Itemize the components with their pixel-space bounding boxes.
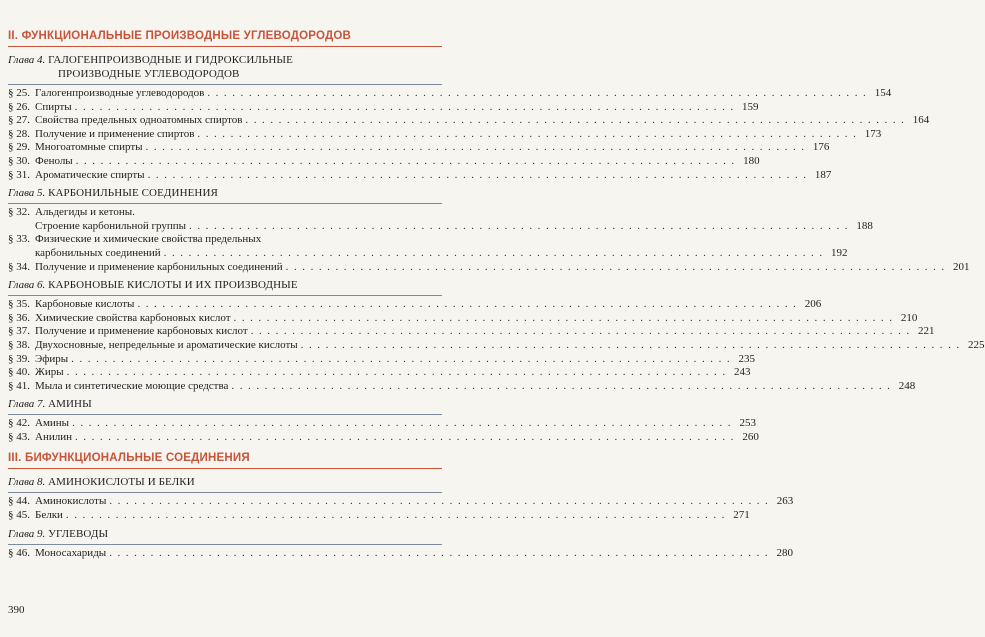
chapter-label: Глава 6. xyxy=(8,279,46,292)
section-page: 154 xyxy=(874,87,892,99)
section-page: 164 xyxy=(912,114,930,127)
dot-leader: . . . . . . . . . . . . . . . . . . . . . . . . . . . . . . . . . . . . . . . . . . . . . . . . . . . . . . . . . . . . . . . . . . . . . . . . . . . . . . . . xyxy=(74,430,735,443)
section-body xyxy=(35,261,970,275)
dot-leader: . . . . . . . . . . . . . . . . . . . . . . . . . . . . . . . . . . . . . . . . . . . . . . . . . . . . . . . . . . . . . . . . . . . . . . . . . . . . . . . . xyxy=(137,298,798,311)
section-page: 187 xyxy=(814,168,832,181)
dot-leader: . . . . . . . . . . . . . . . . . . . . . . . . . . . . . . . . . . . . . . . . . . . . . . . . . . . . . . . . . . . . . . . . . . . . . . . . . . . . . . . . xyxy=(109,546,770,559)
chapter-title: АМИНОКИСЛОТЫ И БЕЛКИ xyxy=(48,476,195,489)
section-number: § 26. xyxy=(8,100,30,113)
section-number: § 46. xyxy=(8,546,30,559)
dot-leader: . . . . . . . . . . . . . . . . . . . . . . . . . . . . . . . . . . . . . . . . . . . . . . . . . . . . . . . . . . . . . . . . . . . . . . . . . . . . . . . . xyxy=(189,219,849,232)
section-number: § 32. xyxy=(8,206,30,219)
section-title: Галогенпроизводные углеводородов xyxy=(35,87,205,99)
section-page: 248 xyxy=(898,379,916,392)
section-page: 243 xyxy=(734,366,751,379)
section-title: Анилин xyxy=(35,430,72,443)
section-body xyxy=(35,169,831,183)
section-page: 225 xyxy=(968,338,985,351)
toc-entry xyxy=(8,127,882,142)
section-number: § 33. xyxy=(8,233,30,246)
section-title: Ароматические спирты xyxy=(35,168,145,181)
section-title: Аминокислоты xyxy=(35,495,107,508)
section-number: § 30. xyxy=(8,154,30,167)
section-body xyxy=(35,206,873,233)
chapter-title: АМИНЫ xyxy=(48,398,92,411)
section-number: § 43. xyxy=(8,430,30,443)
section-page: 221 xyxy=(918,325,935,338)
section-page: 206 xyxy=(804,298,822,311)
section-title: Многоатомные спирты xyxy=(35,141,143,154)
section-title: Получение и применение карбонильных соединений xyxy=(35,260,283,273)
section-number: § 36. xyxy=(8,311,30,324)
dot-leader: . . . . . . . . . . . . . . . . . . . . . . . . . . . . . . . . . . . . . . . . . . . . . . . . . . . . . . . . . . . . . . . . . . . . . . . . . . . . . . . . xyxy=(66,366,727,379)
section-title: Строение карбонильной группы xyxy=(35,219,187,232)
toc-entry xyxy=(8,168,832,183)
part-heading: III. БИФУНКЦИОНАЛЬНЫЕ СОЕДИНЕНИЯ xyxy=(8,452,442,469)
section-title: Получение и применение спиртов xyxy=(35,127,195,140)
section-line xyxy=(35,114,929,128)
dot-leader: . . . . . . . . . . . . . . . . . . . . . . . . . . . . . . . . . . . . . . . . . . . . . . . . . . . . . . . . . . . . . . . . . . . . . . . . . . . . . . . . xyxy=(250,325,911,338)
section-page: 260 xyxy=(742,430,759,443)
chapter-title-line xyxy=(8,397,442,411)
dot-leader: . . . . . . . . . . . . . . . . . . . . . . . . . . . . . . . . . . . . . . . . . . . . . . . . . . . . . . . . . . . . . . . . . . . . . . . . . . . . . . . . xyxy=(72,417,732,430)
chapter-heading xyxy=(8,53,442,81)
section-page: 271 xyxy=(733,509,750,522)
section-page: 210 xyxy=(900,311,918,324)
section-page: 188 xyxy=(856,219,873,232)
section-title: Химические свойства карбоновых кислот xyxy=(35,311,231,324)
chapter-label: Глава 4. xyxy=(8,54,46,66)
toc-entry xyxy=(8,379,916,394)
section-line xyxy=(35,366,751,380)
toc-entry xyxy=(8,495,794,509)
section-line xyxy=(35,417,756,431)
dot-leader: . . . . . . . . . . . . . . . . . . . . . . . . . . . . . . . . . . . . . . . . . . . . . . . . . . . . . . . . . . . . . . . . . . . . . . . . . . . . . . . . xyxy=(65,509,726,522)
section-body xyxy=(35,87,891,101)
chapter-entries xyxy=(8,544,794,561)
section-line xyxy=(35,509,750,523)
section-body xyxy=(35,312,917,326)
toc-entry xyxy=(8,298,822,312)
page-number: 390 xyxy=(8,604,25,616)
section-number: § 25. xyxy=(8,87,30,99)
section-body xyxy=(35,233,848,260)
section-body xyxy=(35,101,759,115)
section-number: § 45. xyxy=(8,509,30,522)
dot-leader: . . . . . . . . . . . . . . . . . . . . . . . . . . . . . . . . . . . . . . . . . . . . . . . . . . . . . . . . . . . . . . . . . . . . . . . . . . . . . . . . xyxy=(245,114,906,127)
section-body xyxy=(35,114,929,128)
chapter-title: КАРБОНИЛЬНЫЕ СОЕДИНЕНИЯ xyxy=(48,187,218,200)
chapter-heading xyxy=(8,475,442,489)
section-line xyxy=(35,431,759,445)
toc-entry xyxy=(8,87,892,101)
section-title: Двухосновные, непредельные и ароматические кислоты xyxy=(35,338,298,351)
toc-entry xyxy=(8,352,756,367)
section-number: § 35. xyxy=(8,298,30,311)
section-number: § 41. xyxy=(8,379,30,392)
chapter-label: Глава 5. xyxy=(8,187,46,200)
section-body xyxy=(35,325,935,339)
section-number: § 28. xyxy=(8,127,30,140)
dot-leader: . . . . . . . . . . . . . . . . . . . . . . . . . . . . . . . . . . . . . . . . . . . . . . . . . . . . . . . . . . . . . . . . . . . . . . . . . . . . . . . . xyxy=(74,100,735,113)
chapter-entries xyxy=(8,84,930,182)
dot-leader: . . . . . . . . . . . . . . . . . . . . . . . . . . . . . . . . . . . . . . . . . . . . . . . . . . . . . . . . . . . . . . . . . . . . . . . . . . . . . . . . xyxy=(207,87,868,99)
section-line xyxy=(35,298,821,312)
chapter-title-line xyxy=(8,186,442,200)
section-page: 235 xyxy=(738,352,756,365)
section-title: Мыла и синтетические моющие средства xyxy=(35,379,229,392)
section-line xyxy=(35,233,848,247)
dot-leader: . . . . . . . . . . . . . . . . . . . . . . . . . . . . . . . . . . . . . . . . . . . . . . . . . . . . . . . . . . . . . . . . . . . . . . . . . . . . . . . . xyxy=(109,495,770,508)
dot-leader: . . . . . . . . . . . . . . . . . . . . . . . . . . . . . . . . . . . . . . . . . . . . . . . . . . . . . . . . . . . . . . . . . . . . . . . . . . . . . . . . xyxy=(71,352,732,365)
section-body xyxy=(35,298,821,312)
section-line xyxy=(35,128,881,142)
section-title: Фенолы xyxy=(35,154,73,167)
dot-leader: . . . . . . . . . . . . . . . . . . . . . . . . . . . . . . . . . . . . . . . . . . . . . . . . . . . . . . . . . . . . . . . . . . . . . . . . . . . . . . . . xyxy=(285,260,946,273)
section-line xyxy=(35,312,917,326)
toc-entry xyxy=(8,430,759,445)
toc-entry xyxy=(8,325,935,339)
section-line xyxy=(35,141,829,155)
toc-entry xyxy=(8,338,985,353)
section-title: Свойства предельных одноатомных спиртов xyxy=(35,114,243,127)
section-page: 201 xyxy=(953,260,970,273)
section-body xyxy=(35,353,755,367)
section-page: 173 xyxy=(864,127,882,140)
section-body xyxy=(35,431,759,445)
section-number: § 37. xyxy=(8,325,30,338)
chapter-label: Глава 9. xyxy=(8,527,46,540)
section-title: карбонильных соединений xyxy=(35,246,161,259)
chapter-title-line: ПРОИЗВОДНЫЕ УГЛЕВОДОРОДОВ xyxy=(58,68,240,80)
toc-entry xyxy=(8,311,918,326)
toc-entry xyxy=(8,233,848,260)
section-line xyxy=(35,87,891,101)
section-page: 280 xyxy=(776,546,794,559)
section-number: § 29. xyxy=(8,141,30,154)
section-line xyxy=(35,261,970,275)
section-number: § 34. xyxy=(8,260,30,273)
chapter-entries xyxy=(8,295,985,393)
section-body xyxy=(35,366,751,380)
toc-entry xyxy=(8,509,750,523)
section-line xyxy=(35,206,873,220)
chapter-title: КАРБОНОВЫЕ КИСЛОТЫ И ИХ ПРОИЗВОДНЫЕ xyxy=(48,279,298,292)
section-number: § 27. xyxy=(8,114,30,127)
section-number: § 44. xyxy=(8,495,30,508)
section-page: 192 xyxy=(831,246,848,259)
chapter-entries xyxy=(8,414,759,444)
section-title: Амины xyxy=(35,417,70,430)
section-title: Получение и применение карбоновых кислот xyxy=(35,325,248,338)
section-line xyxy=(35,101,759,115)
section-title: Жиры xyxy=(35,366,64,379)
section-body xyxy=(35,128,881,142)
chapter-entries xyxy=(8,203,970,274)
section-page: 253 xyxy=(739,417,756,430)
section-title: Эфиры xyxy=(35,352,69,365)
chapter-title-line xyxy=(8,475,442,489)
section-title: Белки xyxy=(35,509,63,522)
section-body xyxy=(35,547,793,561)
section-number: § 38. xyxy=(8,338,30,351)
section-title: Физические и химические свойства предельных xyxy=(35,233,262,246)
section-body xyxy=(35,155,760,169)
section-title: Альдегиды и кетоны. xyxy=(35,206,135,219)
chapter-heading xyxy=(8,527,442,541)
section-line xyxy=(35,547,793,561)
dot-leader: . . . . . . . . . . . . . . . . . . . . . . . . . . . . . . . . . . . . . . . . . . . . . . . . . . . . . . . . . . . . . . . . . . . . . . . . . . . . . . . . xyxy=(197,127,858,140)
chapter-label: Глава 8. xyxy=(8,476,46,489)
dot-leader: . . . . . . . . . . . . . . . . . . . . . . . . . . . . . . . . . . . . . . . . . . . . . . . . . . . . . . . . . . . . . . . . . . . . . . . . . . . . . . . . xyxy=(145,141,806,154)
section-page: 180 xyxy=(743,154,760,167)
chapter-title-line xyxy=(8,53,442,67)
chapter-heading xyxy=(8,397,442,411)
section-line xyxy=(35,155,760,169)
table-of-contents xyxy=(8,30,985,564)
chapter-title-line xyxy=(8,278,442,292)
section-body xyxy=(35,339,985,353)
toc-entry xyxy=(8,206,873,233)
section-body xyxy=(35,380,915,394)
section-number: § 42. xyxy=(8,417,30,430)
chapter-heading xyxy=(8,278,442,292)
chapter-entries xyxy=(8,492,794,522)
section-page: 159 xyxy=(742,100,759,113)
chapter-title: ГАЛОГЕНПРОИЗВОДНЫЕ И ГИДРОКСИЛЬНЫЕ xyxy=(48,54,293,66)
section-number: § 39. xyxy=(8,352,30,365)
section-line xyxy=(35,380,915,394)
section-number: § 40. xyxy=(8,366,30,379)
dot-leader: . . . . . . . . . . . . . . . . . . . . . . . . . . . . . . . . . . . . . . . . . . . . . . . . . . . . . . . . . . . . . . . . . . . . . . . . . . . . . . . . xyxy=(147,168,808,181)
section-body xyxy=(35,495,793,509)
section-body xyxy=(35,417,756,431)
section-title: Моносахариды xyxy=(35,546,107,559)
part-heading: II. ФУНКЦИОНАЛЬНЫЕ ПРОИЗВОДНЫЕ УГЛЕВОДОРОДОВ xyxy=(8,30,442,47)
section-title: Спирты xyxy=(35,100,72,113)
chapter-heading xyxy=(8,186,442,200)
toc-entry xyxy=(8,141,830,155)
toc-entry xyxy=(8,417,756,431)
dot-leader: . . . . . . . . . . . . . . . . . . . . . . . . . . . . . . . . . . . . . . . . . . . . . . . . . . . . . . . . . . . . . . . . . . . . . . . . . . . . . . . . xyxy=(233,311,894,324)
section-body xyxy=(35,141,829,155)
toc-entry xyxy=(8,154,760,169)
section-line xyxy=(35,495,793,509)
toc-entry xyxy=(8,546,794,561)
section-line xyxy=(35,339,985,353)
dot-leader: . . . . . . . . . . . . . . . . . . . . . . . . . . . . . . . . . . . . . . . . . . . . . . . . . . . . . . . . . . . . . . . . . . . . . . . . . . . . . . . . xyxy=(163,246,824,259)
chapter-title: УГЛЕВОДЫ xyxy=(48,527,109,540)
section-line xyxy=(35,353,755,367)
section-number: § 31. xyxy=(8,168,30,181)
section-body xyxy=(35,509,750,523)
toc-entry xyxy=(8,114,930,128)
dot-leader: . . . . . . . . . . . . . . . . . . . . . . . . . . . . . . . . . . . . . . . . . . . . . . . . . . . . . . . . . . . . . . . . . . . . . . . . . . . . . . . . xyxy=(75,154,736,167)
chapter-label: Глава 7. xyxy=(8,398,46,411)
section-line xyxy=(35,247,848,261)
section-line xyxy=(35,325,935,339)
section-page: 263 xyxy=(776,495,794,508)
dot-leader: . . . . . . . . . . . . . . . . . . . . . . . . . . . . . . . . . . . . . . . . . . . . . . . . . . . . . . . . . . . . . . . . . . . . . . . . . . . . . . . . xyxy=(231,379,892,392)
section-line xyxy=(35,169,831,183)
section-line xyxy=(35,220,873,234)
toc-entry xyxy=(8,260,970,275)
section-page: 176 xyxy=(812,141,830,154)
toc-entry xyxy=(8,100,759,115)
chapter-title-line xyxy=(8,527,442,541)
dot-leader: . . . . . . . . . . . . . . . . . . . . . . . . . . . . . . . . . . . . . . . . . . . . . . . . . . . . . . . . . . . . . . . . . . . . . . . . . . . . . . . . xyxy=(300,338,961,351)
section-title: Карбоновые кислоты xyxy=(35,298,135,311)
toc-entry xyxy=(8,366,751,380)
